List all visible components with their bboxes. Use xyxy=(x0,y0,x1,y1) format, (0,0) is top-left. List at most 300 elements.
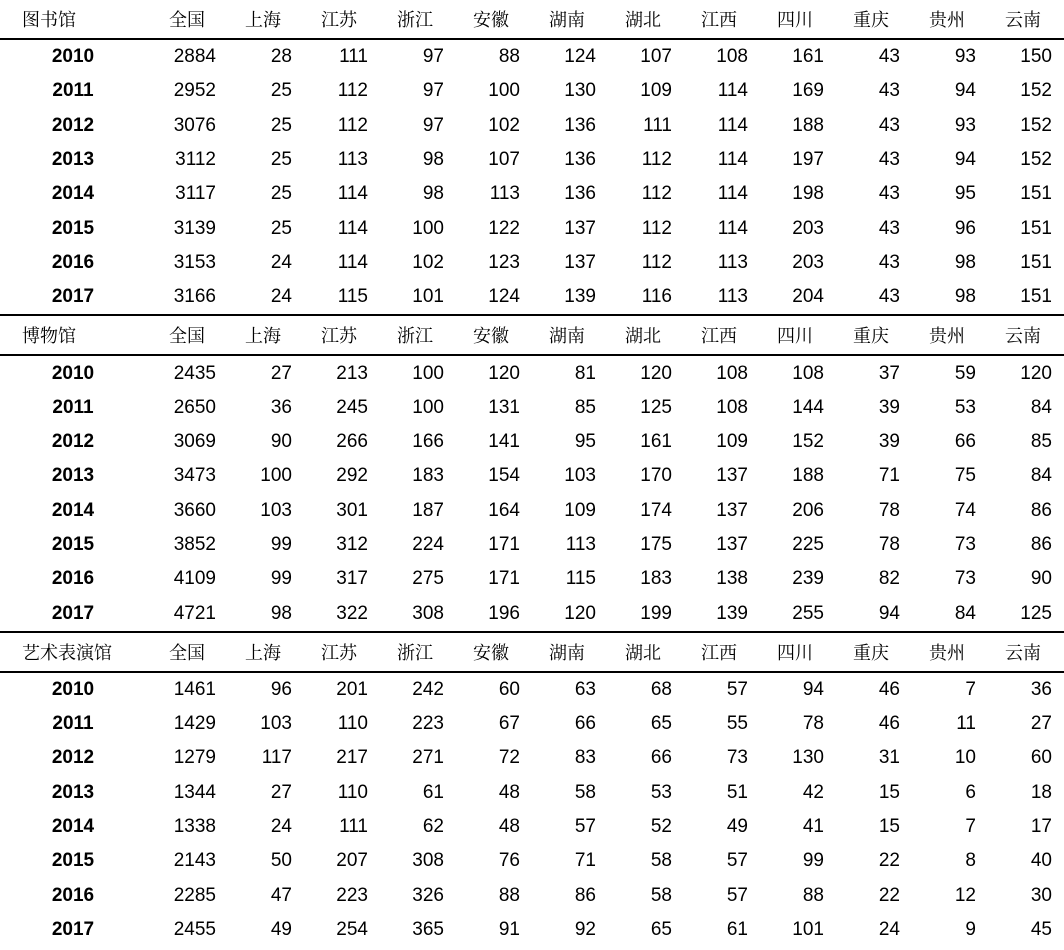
value-cell: 98 xyxy=(422,183,444,205)
value-cell: 61 xyxy=(726,918,748,940)
value-cell: 85 xyxy=(574,396,596,418)
value-cell: 117 xyxy=(261,747,292,769)
value-cell: 271 xyxy=(412,747,444,769)
value-cell: 3076 xyxy=(173,114,216,136)
value-cell: 107 xyxy=(640,46,672,68)
value-cell: 125 xyxy=(640,396,672,418)
column-header: 江苏 xyxy=(321,326,357,348)
value-cell: 125 xyxy=(1020,602,1052,624)
value-cell: 112 xyxy=(641,183,672,205)
value-cell: 72 xyxy=(498,747,520,769)
value-cell: 15 xyxy=(878,816,900,838)
value-cell: 73 xyxy=(954,568,976,590)
section-header-row xyxy=(0,633,1064,673)
value-cell: 57 xyxy=(726,850,748,872)
value-cell: 7 xyxy=(965,816,976,838)
value-cell: 41 xyxy=(802,816,824,838)
value-cell: 51 xyxy=(726,781,748,803)
column-header: 上海 xyxy=(245,10,281,31)
value-cell: 114 xyxy=(717,149,748,171)
value-cell: 71 xyxy=(878,465,900,487)
value-cell: 43 xyxy=(878,286,900,308)
value-cell: 3166 xyxy=(173,286,216,308)
year-cell: 2014 xyxy=(51,816,95,838)
value-cell: 58 xyxy=(650,850,672,872)
value-cell: 25 xyxy=(270,149,292,171)
value-cell: 141 xyxy=(488,431,520,453)
year-cell: 2016 xyxy=(51,884,95,906)
value-cell: 9 xyxy=(965,918,976,940)
value-cell: 62 xyxy=(422,816,444,838)
value-cell: 68 xyxy=(650,678,672,700)
value-cell: 66 xyxy=(650,747,672,769)
value-cell: 58 xyxy=(574,781,596,803)
value-cell: 109 xyxy=(716,431,748,453)
value-cell: 88 xyxy=(498,46,520,68)
value-cell: 239 xyxy=(792,568,824,590)
value-cell: 94 xyxy=(954,80,976,102)
value-cell: 116 xyxy=(641,286,672,308)
table-section xyxy=(0,631,1064,947)
year-cell: 2013 xyxy=(51,149,95,171)
value-cell: 60 xyxy=(498,678,520,700)
value-cell: 114 xyxy=(717,114,748,136)
value-cell: 114 xyxy=(717,183,748,205)
year-cell: 2013 xyxy=(51,781,95,803)
value-cell: 90 xyxy=(1030,568,1052,590)
table-row xyxy=(0,143,1064,177)
value-cell: 92 xyxy=(574,918,596,940)
value-cell: 183 xyxy=(412,465,444,487)
table-row xyxy=(0,177,1064,211)
value-cell: 301 xyxy=(336,499,368,521)
column-header: 安徽 xyxy=(473,326,509,348)
value-cell: 50 xyxy=(270,850,292,872)
value-cell: 57 xyxy=(574,816,596,838)
value-cell: 48 xyxy=(498,781,520,803)
column-header: 上海 xyxy=(245,326,281,348)
year-cell: 2015 xyxy=(51,534,95,555)
value-cell: 1461 xyxy=(173,678,216,700)
value-cell: 43 xyxy=(878,251,900,273)
value-cell: 115 xyxy=(337,286,368,308)
table-row xyxy=(0,494,1064,528)
value-cell: 3660 xyxy=(173,499,216,521)
column-header: 安徽 xyxy=(473,10,509,31)
value-cell: 152 xyxy=(1020,80,1052,102)
value-cell: 22 xyxy=(878,884,900,906)
value-cell: 151 xyxy=(1020,286,1052,308)
value-cell: 36 xyxy=(1030,678,1052,700)
table-row xyxy=(0,425,1064,459)
value-cell: 144 xyxy=(792,396,824,418)
value-cell: 3852 xyxy=(173,534,216,555)
year-cell: 2015 xyxy=(51,850,95,872)
value-cell: 1429 xyxy=(173,713,216,735)
column-header: 江苏 xyxy=(321,10,357,31)
year-cell: 2010 xyxy=(51,362,95,384)
year-cell: 2015 xyxy=(51,217,95,239)
value-cell: 86 xyxy=(1030,499,1052,521)
value-cell: 3139 xyxy=(173,217,216,239)
table-row xyxy=(0,879,1064,913)
value-cell: 97 xyxy=(422,46,444,68)
value-cell: 2650 xyxy=(173,396,216,418)
year-cell: 2014 xyxy=(51,499,95,521)
value-cell: 254 xyxy=(336,918,368,940)
table-row xyxy=(0,707,1064,741)
value-cell: 108 xyxy=(716,362,748,384)
table-row xyxy=(0,913,1064,947)
value-cell: 110 xyxy=(337,713,368,735)
year-cell: 2012 xyxy=(51,114,95,136)
value-cell: 101 xyxy=(412,286,444,308)
value-cell: 204 xyxy=(792,286,824,308)
value-cell: 2435 xyxy=(173,362,216,384)
value-cell: 131 xyxy=(488,396,520,418)
value-cell: 137 xyxy=(716,465,748,487)
value-cell: 217 xyxy=(336,747,368,769)
value-cell: 67 xyxy=(498,713,520,735)
value-cell: 25 xyxy=(270,114,292,136)
table-row xyxy=(0,741,1064,775)
value-cell: 36 xyxy=(270,396,292,418)
column-header: 浙江 xyxy=(397,10,433,31)
value-cell: 113 xyxy=(489,183,520,205)
value-cell: 96 xyxy=(954,217,976,239)
value-cell: 114 xyxy=(717,80,748,102)
table-row xyxy=(0,528,1064,562)
value-cell: 171 xyxy=(488,534,520,555)
value-cell: 266 xyxy=(336,431,368,453)
year-cell: 2012 xyxy=(51,431,95,453)
value-cell: 6 xyxy=(965,781,976,803)
value-cell: 175 xyxy=(640,534,672,555)
value-cell: 187 xyxy=(412,499,444,521)
value-cell: 86 xyxy=(574,884,596,906)
value-cell: 223 xyxy=(412,713,444,735)
value-cell: 53 xyxy=(954,396,976,418)
value-cell: 171 xyxy=(488,568,520,590)
column-header: 重庆 xyxy=(853,326,889,348)
value-cell: 10 xyxy=(954,747,976,769)
value-cell: 98 xyxy=(270,602,292,624)
value-cell: 114 xyxy=(717,217,748,239)
value-cell: 1344 xyxy=(173,781,216,803)
value-cell: 18 xyxy=(1030,781,1052,803)
table-section xyxy=(0,0,1064,314)
value-cell: 196 xyxy=(488,602,520,624)
value-cell: 3112 xyxy=(175,149,216,171)
value-cell: 137 xyxy=(564,251,596,273)
column-header: 贵州 xyxy=(929,326,965,348)
value-cell: 223 xyxy=(336,884,368,906)
value-cell: 15 xyxy=(878,781,900,803)
section-title: 图书馆 xyxy=(22,10,76,31)
table-row xyxy=(0,280,1064,314)
value-cell: 11 xyxy=(956,713,976,735)
year-cell: 2017 xyxy=(51,286,95,308)
value-cell: 93 xyxy=(954,114,976,136)
table-row xyxy=(0,562,1064,596)
value-cell: 7 xyxy=(965,678,976,700)
value-cell: 112 xyxy=(337,80,368,102)
column-header: 湖北 xyxy=(625,642,661,664)
value-cell: 83 xyxy=(574,747,596,769)
value-cell: 102 xyxy=(412,251,444,273)
value-cell: 95 xyxy=(954,183,976,205)
value-cell: 60 xyxy=(1030,747,1052,769)
value-cell: 255 xyxy=(792,602,824,624)
value-cell: 317 xyxy=(336,568,368,590)
section-title: 艺术表演馆 xyxy=(22,642,112,664)
column-header: 上海 xyxy=(245,642,281,664)
value-cell: 49 xyxy=(270,918,292,940)
value-cell: 66 xyxy=(574,713,596,735)
value-cell: 151 xyxy=(1020,183,1052,205)
value-cell: 25 xyxy=(270,217,292,239)
value-cell: 111 xyxy=(339,816,368,838)
value-cell: 206 xyxy=(792,499,824,521)
value-cell: 45 xyxy=(1030,918,1052,940)
value-cell: 164 xyxy=(488,499,520,521)
year-cell: 2010 xyxy=(51,46,95,68)
value-cell: 88 xyxy=(498,884,520,906)
value-cell: 322 xyxy=(336,602,368,624)
table-row xyxy=(0,40,1064,74)
column-header: 全国 xyxy=(169,642,205,664)
value-cell: 152 xyxy=(1020,114,1052,136)
value-cell: 90 xyxy=(270,431,292,453)
value-cell: 4109 xyxy=(173,568,216,590)
value-cell: 24 xyxy=(878,918,900,940)
value-cell: 27 xyxy=(1030,713,1052,735)
value-cell: 152 xyxy=(792,431,824,453)
value-cell: 136 xyxy=(564,114,596,136)
value-cell: 46 xyxy=(878,678,900,700)
value-cell: 107 xyxy=(488,149,520,171)
value-cell: 82 xyxy=(878,568,900,590)
value-cell: 2884 xyxy=(173,46,216,68)
table-row xyxy=(0,596,1064,630)
value-cell: 57 xyxy=(726,884,748,906)
table-row xyxy=(0,109,1064,143)
year-cell: 2017 xyxy=(51,602,95,624)
column-header: 江苏 xyxy=(321,642,357,664)
value-cell: 100 xyxy=(412,362,444,384)
value-cell: 27 xyxy=(270,781,292,803)
value-cell: 93 xyxy=(954,46,976,68)
value-cell: 53 xyxy=(650,781,672,803)
value-cell: 312 xyxy=(336,534,368,555)
value-cell: 112 xyxy=(641,149,672,171)
column-header: 湖南 xyxy=(549,326,585,348)
value-cell: 111 xyxy=(643,114,672,136)
value-cell: 52 xyxy=(650,816,672,838)
value-cell: 242 xyxy=(412,678,444,700)
value-cell: 65 xyxy=(650,918,672,940)
year-cell: 2016 xyxy=(51,568,95,590)
value-cell: 37 xyxy=(878,362,900,384)
value-cell: 66 xyxy=(954,431,976,453)
value-cell: 213 xyxy=(336,362,368,384)
value-cell: 130 xyxy=(564,80,596,102)
column-header: 云南 xyxy=(1005,10,1041,31)
value-cell: 203 xyxy=(792,251,824,273)
value-cell: 114 xyxy=(337,217,368,239)
value-cell: 3069 xyxy=(173,431,216,453)
value-cell: 81 xyxy=(574,362,596,384)
value-cell: 43 xyxy=(878,46,900,68)
value-cell: 43 xyxy=(878,114,900,136)
value-cell: 98 xyxy=(422,149,444,171)
value-cell: 43 xyxy=(878,183,900,205)
value-cell: 120 xyxy=(488,362,520,384)
column-header: 湖南 xyxy=(549,642,585,664)
value-cell: 100 xyxy=(412,396,444,418)
value-cell: 75 xyxy=(954,465,976,487)
value-cell: 225 xyxy=(792,534,824,555)
value-cell: 111 xyxy=(339,46,368,68)
value-cell: 136 xyxy=(564,149,596,171)
value-cell: 138 xyxy=(716,568,748,590)
table-row xyxy=(0,246,1064,280)
value-cell: 224 xyxy=(412,534,444,555)
value-cell: 24 xyxy=(270,286,292,308)
value-cell: 109 xyxy=(564,499,596,521)
value-cell: 59 xyxy=(954,362,976,384)
year-cell: 2011 xyxy=(52,713,94,735)
value-cell: 114 xyxy=(337,183,368,205)
value-cell: 99 xyxy=(802,850,824,872)
value-cell: 103 xyxy=(260,499,292,521)
table-row xyxy=(0,391,1064,425)
value-cell: 39 xyxy=(878,396,900,418)
table-row xyxy=(0,776,1064,810)
column-header: 湖北 xyxy=(625,326,661,348)
value-cell: 46 xyxy=(878,713,900,735)
value-cell: 73 xyxy=(954,534,976,555)
value-cell: 3153 xyxy=(173,251,216,273)
column-header: 重庆 xyxy=(853,10,889,31)
column-header: 贵州 xyxy=(929,642,965,664)
column-header: 浙江 xyxy=(397,642,433,664)
value-cell: 98 xyxy=(954,286,976,308)
value-cell: 113 xyxy=(717,251,748,273)
value-cell: 137 xyxy=(716,499,748,521)
table-row xyxy=(0,810,1064,844)
value-cell: 161 xyxy=(640,431,672,453)
year-cell: 2014 xyxy=(51,183,95,205)
value-cell: 27 xyxy=(270,362,292,384)
value-cell: 198 xyxy=(792,183,824,205)
value-cell: 120 xyxy=(1020,362,1052,384)
value-cell: 94 xyxy=(878,602,900,624)
value-cell: 166 xyxy=(412,431,444,453)
value-cell: 139 xyxy=(716,602,748,624)
value-cell: 49 xyxy=(726,816,748,838)
value-cell: 110 xyxy=(337,781,368,803)
value-cell: 101 xyxy=(792,918,824,940)
column-header: 江西 xyxy=(701,642,737,664)
year-cell: 2010 xyxy=(51,678,95,700)
value-cell: 47 xyxy=(270,884,292,906)
value-cell: 84 xyxy=(954,602,976,624)
value-cell: 78 xyxy=(878,499,900,521)
value-cell: 136 xyxy=(564,183,596,205)
value-cell: 12 xyxy=(954,884,976,906)
value-cell: 22 xyxy=(878,850,900,872)
value-cell: 154 xyxy=(488,465,520,487)
value-cell: 203 xyxy=(792,217,824,239)
column-header: 全国 xyxy=(169,10,205,31)
column-header: 江西 xyxy=(701,10,737,31)
value-cell: 74 xyxy=(954,499,976,521)
value-cell: 31 xyxy=(878,747,900,769)
value-cell: 120 xyxy=(640,362,672,384)
table-row xyxy=(0,673,1064,707)
value-cell: 112 xyxy=(641,251,672,273)
value-cell: 112 xyxy=(337,114,368,136)
column-header: 重庆 xyxy=(853,642,889,664)
value-cell: 3473 xyxy=(173,465,216,487)
value-cell: 183 xyxy=(640,568,672,590)
value-cell: 100 xyxy=(488,80,520,102)
value-cell: 91 xyxy=(498,918,520,940)
value-cell: 152 xyxy=(1020,149,1052,171)
value-cell: 98 xyxy=(954,251,976,273)
value-cell: 108 xyxy=(792,362,824,384)
value-cell: 100 xyxy=(260,465,292,487)
value-cell: 76 xyxy=(498,850,520,872)
value-cell: 188 xyxy=(792,114,824,136)
table-row xyxy=(0,459,1064,493)
value-cell: 71 xyxy=(574,850,596,872)
value-cell: 4721 xyxy=(173,602,216,624)
value-cell: 63 xyxy=(574,678,596,700)
value-cell: 207 xyxy=(336,850,368,872)
section-title: 博物馆 xyxy=(22,326,76,348)
column-header: 云南 xyxy=(1005,642,1041,664)
value-cell: 161 xyxy=(792,46,824,68)
value-cell: 43 xyxy=(878,80,900,102)
value-cell: 85 xyxy=(1030,431,1052,453)
value-cell: 151 xyxy=(1020,217,1052,239)
section-header-row xyxy=(0,316,1064,356)
value-cell: 65 xyxy=(650,713,672,735)
value-cell: 275 xyxy=(412,568,444,590)
value-cell: 108 xyxy=(716,396,748,418)
value-cell: 61 xyxy=(422,781,444,803)
value-cell: 137 xyxy=(564,217,596,239)
value-cell: 78 xyxy=(802,713,824,735)
value-cell: 88 xyxy=(802,884,824,906)
value-cell: 292 xyxy=(336,465,368,487)
value-cell: 40 xyxy=(1030,850,1052,872)
table-section xyxy=(0,314,1064,630)
column-header: 四川 xyxy=(777,326,813,348)
value-cell: 170 xyxy=(640,465,672,487)
value-cell: 42 xyxy=(802,781,824,803)
value-cell: 99 xyxy=(270,534,292,555)
value-cell: 94 xyxy=(802,678,824,700)
value-cell: 174 xyxy=(640,499,672,521)
value-cell: 169 xyxy=(792,80,824,102)
value-cell: 48 xyxy=(498,816,520,838)
value-cell: 3117 xyxy=(175,183,216,205)
value-cell: 114 xyxy=(337,251,368,273)
column-header: 浙江 xyxy=(397,326,433,348)
